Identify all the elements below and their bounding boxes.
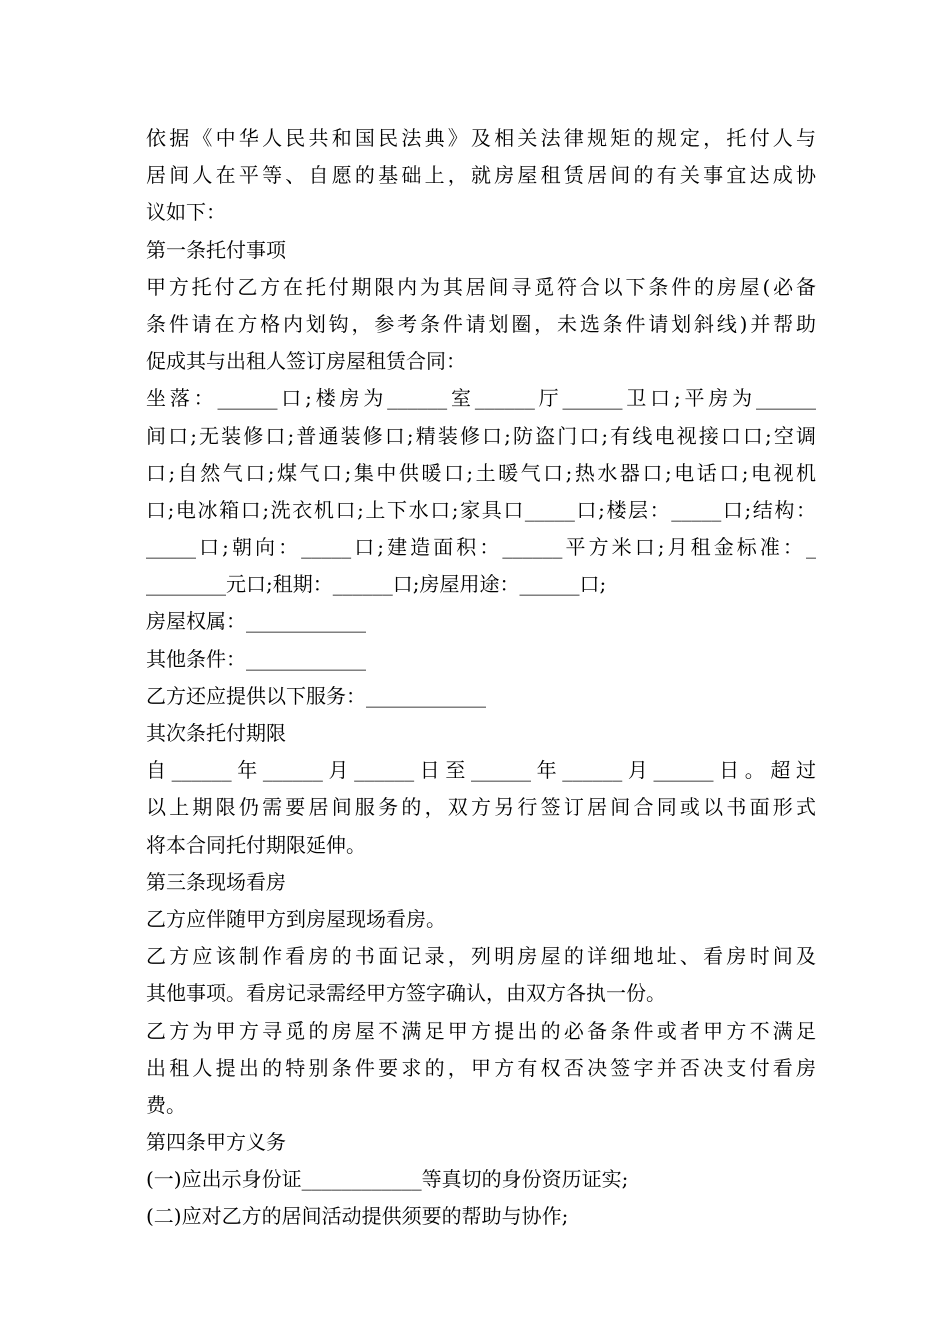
article-1-text-line-2: 条件请在方格内划钩，参考条件请划圈，未选条件请划斜线)并帮助: [146, 311, 816, 336]
article-3-text-line-1: 乙方应伴随甲方到房屋现场看房。: [146, 906, 446, 931]
article-3-text-line-6: 费。: [146, 1092, 186, 1117]
extra-services-field: 乙方还应提供以下服务：____________: [146, 683, 486, 708]
article-2-text-line-2: 以上期限仍需要居间服务的，双方另行签订居间合同或以书面形式: [146, 795, 816, 820]
conditions-line-3: 口;自然气口;煤气口;集中供暖口;土暖气口;热水器口;电话口;电视机: [146, 460, 816, 485]
article-3-text-line-3: 其他事项。看房记录需经甲方签字确认，由双方各执一份。: [146, 981, 666, 1006]
article-3-heading: 第三条现场看房: [146, 869, 286, 894]
ownership-field: 房屋权属：____________: [146, 609, 366, 634]
article-2-text-line-3: 将本合同托付期限延伸。: [146, 832, 366, 857]
conditions-line-4: 口;电冰箱口;洗衣机口;上下水口;家具口_____口;楼层：_____口;结构：: [146, 497, 816, 522]
other-conditions-field: 其他条件：____________: [146, 646, 366, 671]
article-4-item-2: (二)应对乙方的居间活动提供须要的帮助与协作;: [146, 1204, 569, 1229]
article-1-heading: 第一条托付事项: [146, 237, 286, 262]
paragraph-intro-line-3: 议如下：: [146, 200, 226, 225]
conditions-line-5: _____口;朝向：_____口;建造面积：______平方米口;月租金标准：_: [146, 535, 816, 560]
conditions-line-6: ________元口;租期：______口;房屋用途：______口;: [146, 572, 607, 597]
article-1-text-line-3: 促成其与出租人签订房屋租赁合同：: [146, 349, 466, 374]
conditions-line-1: 坐落：______口;楼房为______室______厅______卫口;平房为______: [146, 386, 816, 411]
document-body: [146, 120, 816, 1236]
paragraph-intro-line-1: 依据《中华人民共和国民法典》及相关法律规矩的规定，托付人与: [146, 126, 816, 150]
article-2-heading: 其次条托付期限: [146, 721, 286, 745]
article-3-text-line-5: 出租人提出的特别条件要求的，甲方有权否决签字并否决支付看房: [146, 1055, 816, 1080]
article-2-text-line-1: 自______年______月______日至______年______月______日。超过: [146, 758, 816, 783]
article-3-text-line-4: 乙方为甲方寻觅的房屋不满足甲方提出的必备条件或者甲方不满足: [146, 1018, 816, 1043]
article-4-heading: 第四条甲方义务: [146, 1130, 286, 1155]
article-4-item-1: (一)应出示身份证____________等真切的身份资历证实;: [146, 1167, 629, 1192]
conditions-line-2: 间口;无装修口;普通装修口;精装修口;防盗门口;有线电视接口口;空调: [146, 423, 816, 448]
article-1-text-line-1: 甲方托付乙方在托付期限内为其居间寻觅符合以下条件的房屋(必备: [146, 274, 816, 299]
article-3-text-line-2: 乙方应该制作看房的书面记录，列明房屋的详细地址、看房时间及: [146, 944, 816, 969]
paragraph-intro-line-2: 居间人在平等、自愿的基础上，就房屋租赁居间的有关事宜达成协: [146, 163, 816, 188]
